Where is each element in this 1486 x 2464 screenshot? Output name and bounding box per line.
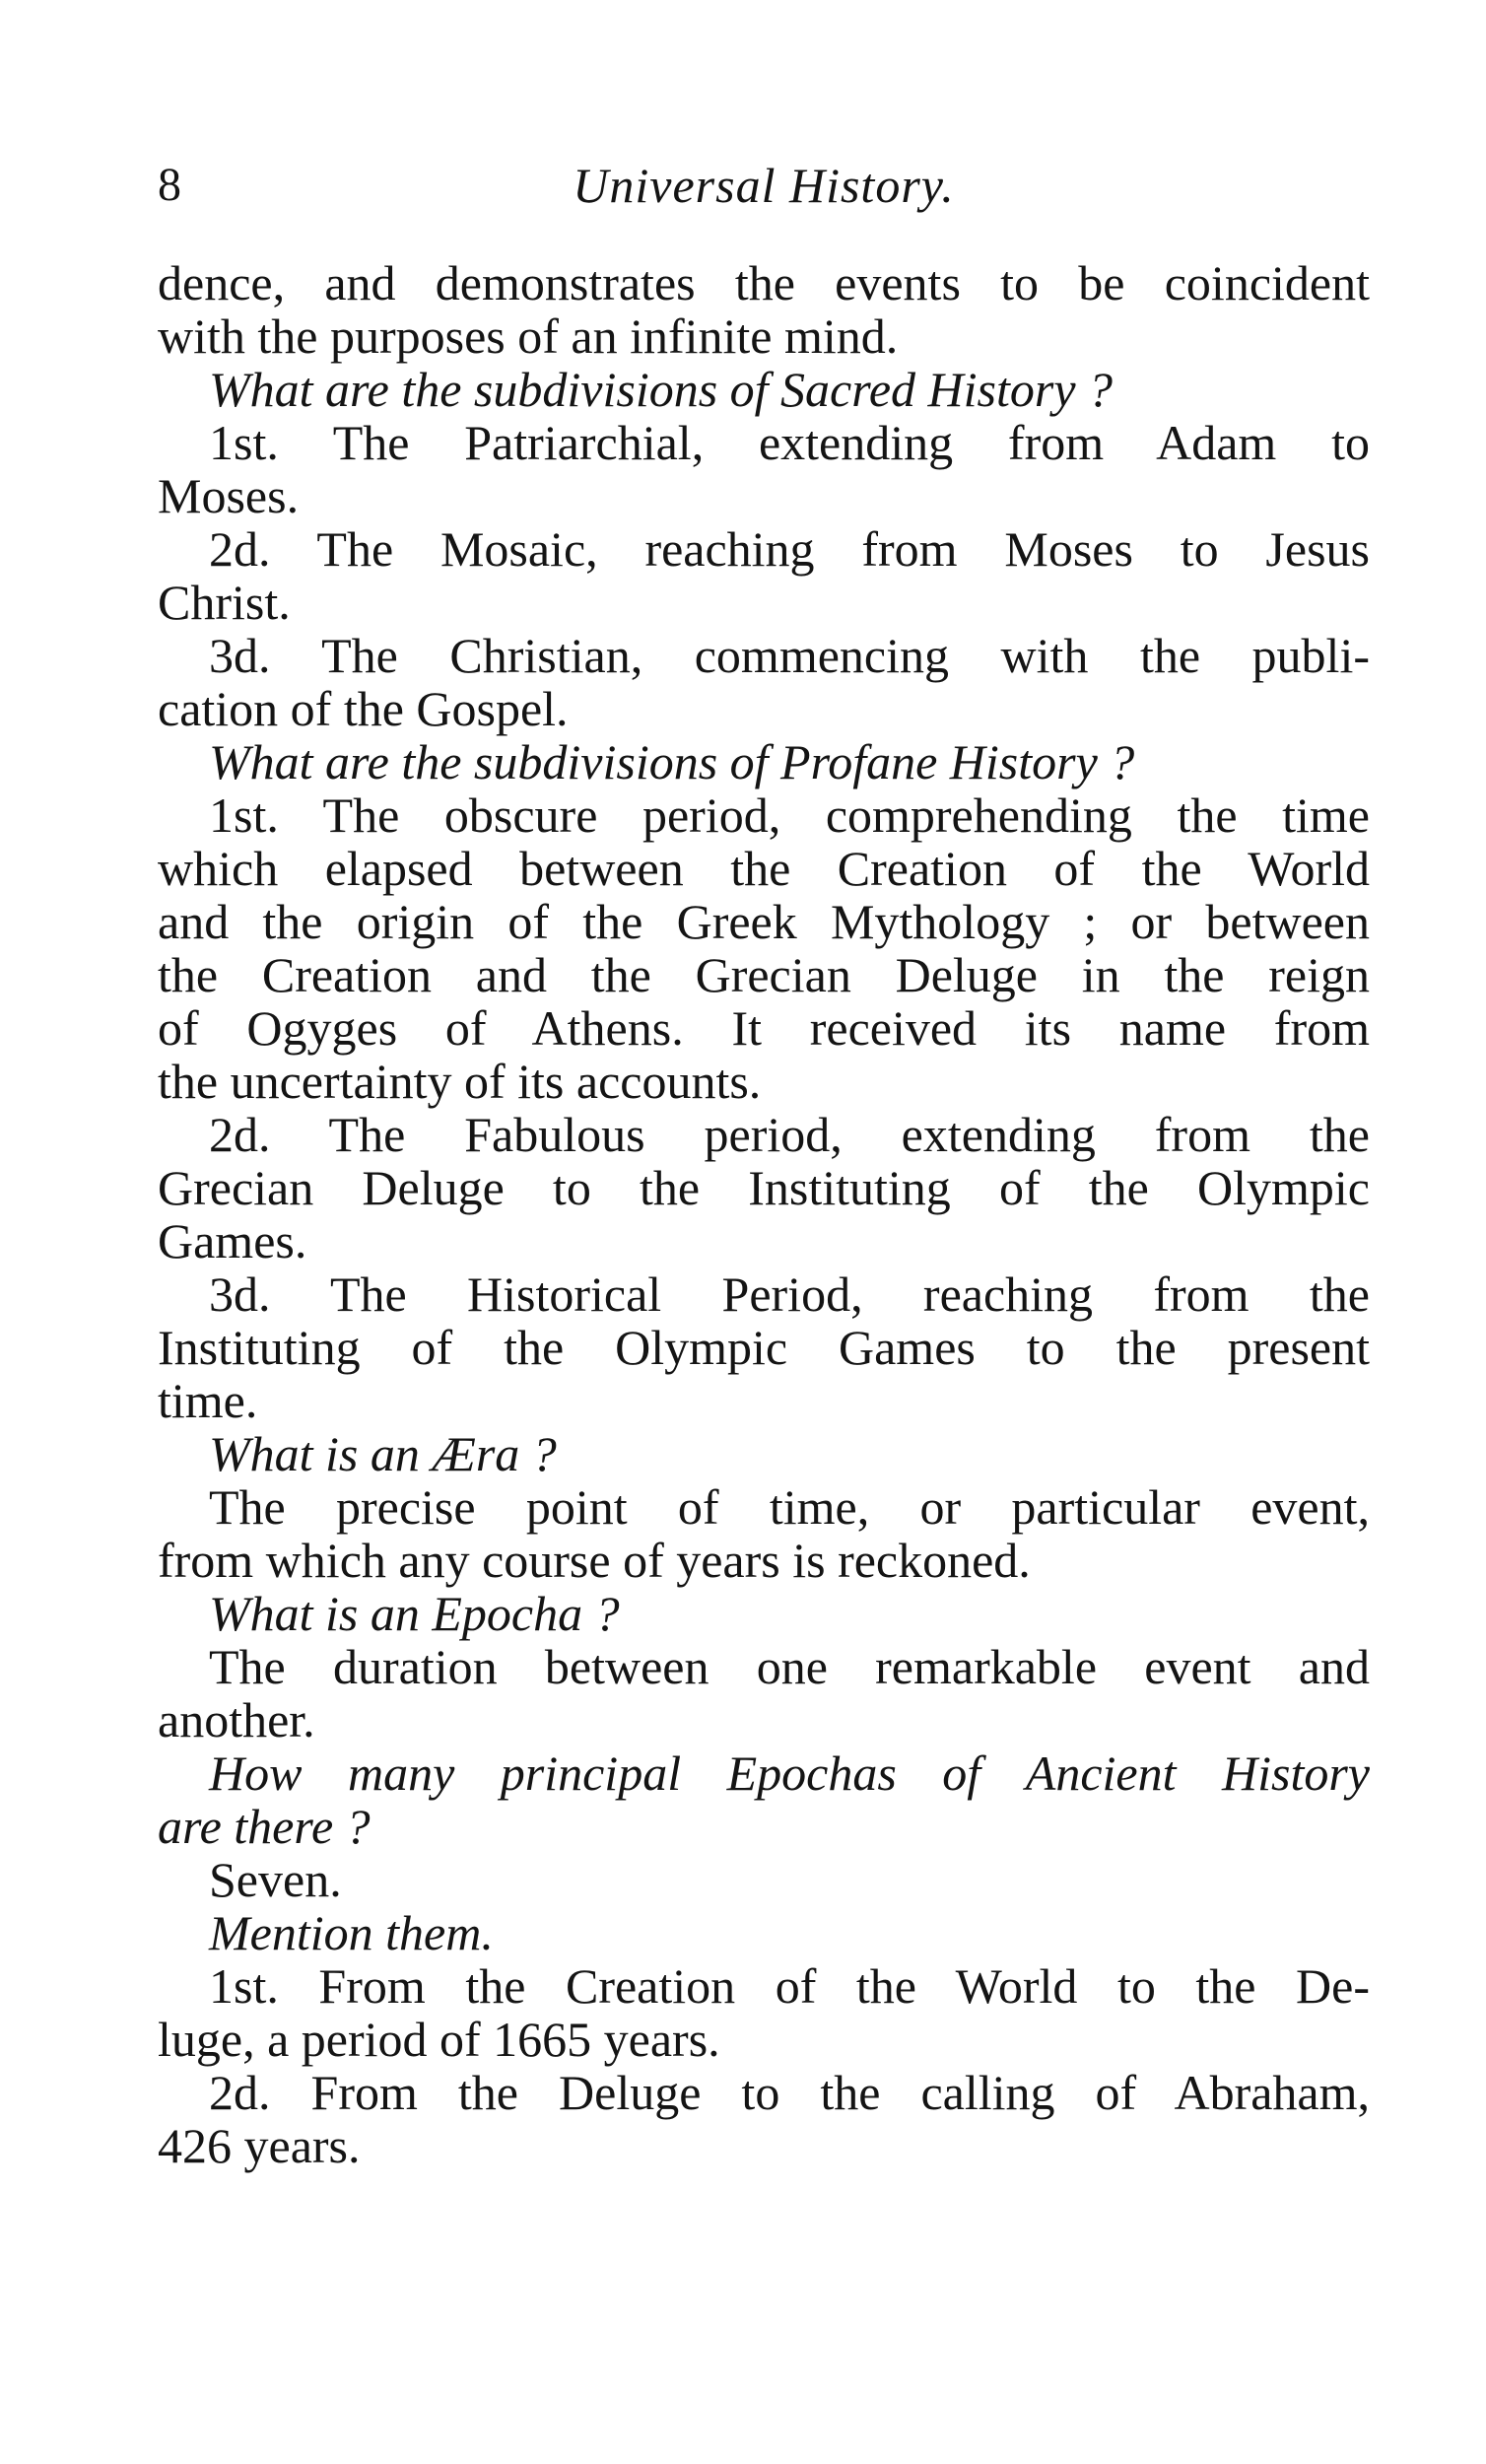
text-line: How many principal Epochas of Ancient History — [209, 1745, 1370, 1801]
text-line: and the origin of the Greek Mythology ; or between — [158, 894, 1370, 949]
text-line: are there ? — [158, 1799, 371, 1854]
text-line: 3d. The Christian, commencing with the publi- — [209, 628, 1370, 683]
text-line: What is an Epocha ? — [209, 1586, 620, 1641]
text-line: time. — [158, 1373, 258, 1428]
text-line: Christ. — [158, 575, 291, 630]
text-line: The precise point of time, or particular event, — [209, 1479, 1370, 1535]
text-line: 1st. From the Creation of the World to the De- — [209, 1958, 1370, 2014]
text-line: the Creation and the Grecian Deluge in the reign — [158, 947, 1370, 1002]
running-title: Universal History. — [573, 158, 955, 213]
text-line: Instituting of the Olympic Games to the present — [158, 1320, 1370, 1375]
text-line: which elapsed between the Creation of the World — [158, 841, 1370, 896]
text-line: another. — [158, 1692, 315, 1747]
page-number: 8 — [158, 159, 181, 211]
text-line: of Ogyges of Athens. It received its name from — [158, 1000, 1370, 1056]
text-line: Seven. — [209, 1852, 342, 1907]
text-line: What is an Æra ? — [209, 1426, 557, 1481]
text-line: Moses. — [158, 468, 300, 523]
text-line: 1st. The obscure period, comprehending the time — [209, 787, 1370, 843]
text-line: the uncertainty of its accounts. — [158, 1054, 762, 1109]
text-line: 2d. The Mosaic, reaching from Moses to Jesus — [209, 521, 1370, 577]
text-line: 1st. The Patriarchial, extending from Adam to — [209, 415, 1370, 470]
text-line: 3d. The Historical Period, reaching from the — [209, 1266, 1370, 1322]
text-line: from which any course of years is reckoned. — [158, 1533, 1031, 1588]
text-line: 2d. From the Deluge to the calling of Abraham, — [209, 2065, 1370, 2120]
text-line: 426 years. — [158, 2118, 361, 2173]
text-line: with the purposes of an infinite mind. — [158, 308, 899, 364]
text-line: 2d. The Fabulous period, extending from the — [209, 1107, 1370, 1162]
text-line: cation of the Gospel. — [158, 681, 569, 736]
text-line: luge, a period of 1665 years. — [158, 2012, 720, 2067]
body-text — [158, 256, 1370, 2425]
text-line: The duration between one remarkable event and — [209, 1639, 1370, 1694]
text-line: What are the subdivisions of Profane History ? — [209, 734, 1135, 789]
text-line: Grecian Deluge to the Instituting of the Olympic — [158, 1160, 1370, 1215]
text-line: What are the subdivisions of Sacred History ? — [209, 362, 1114, 417]
page-header — [158, 148, 1370, 227]
text-line: dence, and demonstrates the events to be coincident — [158, 256, 1370, 310]
text-line: Games. — [158, 1213, 307, 1268]
text-line: Mention them. — [209, 1905, 494, 1960]
